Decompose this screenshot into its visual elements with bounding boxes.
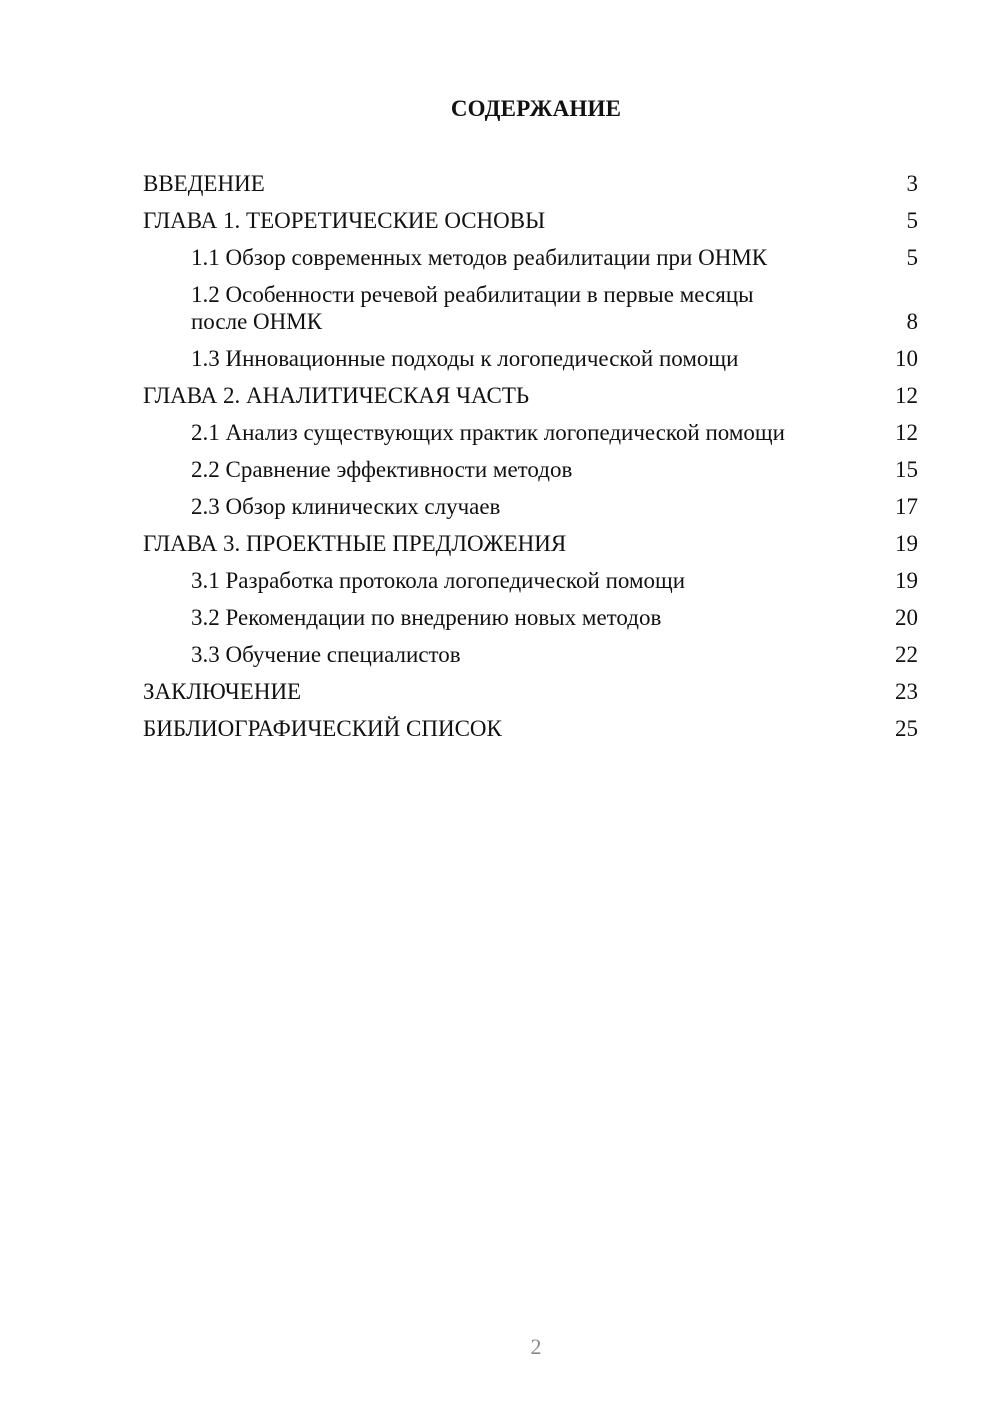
toc-entry-page: 10 <box>895 346 918 371</box>
toc-entry-page: 20 <box>895 605 918 630</box>
toc-entry-label: ГЛАВА 3. ПРОЕКТНЫЕ ПРЕДЛОЖЕНИЯ <box>143 531 567 556</box>
toc-entry-chapter-2 <box>143 382 918 409</box>
toc-entry-label: 3.1 Разработка протокола логопедической помощи <box>191 568 686 593</box>
toc-entry-page: 8 <box>906 309 918 334</box>
toc-entry-page: 19 <box>895 568 918 593</box>
toc-entry-page: 22 <box>895 642 918 667</box>
toc-entry-chapter-3 <box>143 530 918 557</box>
toc-entry-label: ГЛАВА 2. АНАЛИТИЧЕСКАЯ ЧАСТЬ <box>143 383 530 408</box>
toc-entry-label: 3.2 Рекомендации по внедрению новых методов <box>191 605 662 630</box>
toc-entry-conclusion <box>143 678 918 705</box>
toc-entry-label: 2.3 Обзор клинических случаев <box>191 494 501 519</box>
toc-entry-page: 15 <box>895 457 918 482</box>
toc-entry-bibliography <box>143 715 918 742</box>
toc-entry-label: 1.1 Обзор современных методов реабилитации при ОНМК <box>191 245 768 270</box>
toc-entry-label: 1.2 Особенности речевой реабилитации в первые месяцы после ОНМК <box>191 282 754 334</box>
toc-entry-label: 1.3 Инновационные подходы к логопедической помощи <box>191 346 739 371</box>
toc-entry-section-1-1 <box>143 244 918 271</box>
toc-entry-section-3-3 <box>143 641 918 668</box>
toc-entry-page: 5 <box>906 245 918 270</box>
toc-entry-section-2-2 <box>143 456 918 483</box>
toc-entry-label: ВВЕДЕНИЕ <box>143 171 265 196</box>
toc-entry-section-2-1 <box>143 419 918 446</box>
toc-entry-chapter-1 <box>143 207 918 234</box>
toc-entry-page: 12 <box>895 383 918 408</box>
toc-entry-page: 23 <box>895 679 918 704</box>
toc-entry-label: 2.1 Анализ существующих практик логопедической помощи <box>191 420 785 445</box>
toc-entry-label: 2.2 Сравнение эффективности методов <box>191 457 573 482</box>
toc-entry-label: БИБЛИОГРАФИЧЕСКИЙ СПИСОК <box>143 716 502 741</box>
toc-title: СОДЕРЖАНИЕ <box>450 96 622 121</box>
toc-entry-label: ЗАКЛЮЧЕНИЕ <box>143 679 302 704</box>
toc-entry-page: 17 <box>895 494 918 519</box>
toc-entry-section-1-3 <box>143 345 918 372</box>
toc-entry-section-2-3 <box>143 493 918 520</box>
toc-entry-page: 25 <box>895 716 918 741</box>
toc-entry-label: 3.3 Обучение специалистов <box>191 642 461 667</box>
toc-entry-section-3-1 <box>143 567 918 594</box>
page-number: 2 <box>530 1334 542 1359</box>
toc-entry-label: ГЛАВА 1. ТЕОРЕТИЧЕСКИЕ ОСНОВЫ <box>143 208 546 233</box>
toc-entry-page: 12 <box>895 420 918 445</box>
toc-entry-page: 3 <box>906 171 918 196</box>
toc-entry-page: 19 <box>895 531 918 556</box>
toc-entry-page: 5 <box>906 208 918 233</box>
toc-entry-section-1-2 <box>143 281 918 335</box>
table-of-contents <box>143 170 918 752</box>
toc-entry-section-3-2 <box>143 604 918 631</box>
toc-entry-introduction <box>143 170 918 197</box>
